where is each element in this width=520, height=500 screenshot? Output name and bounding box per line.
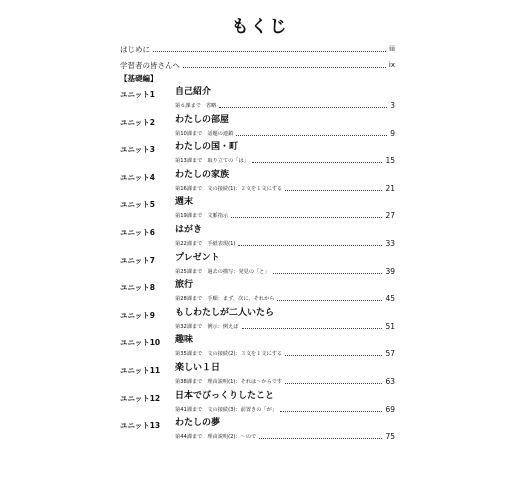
toc-unit[interactable] xyxy=(120,86,395,114)
unit-label: ユニット8 xyxy=(120,283,155,293)
unit-detail-row xyxy=(175,294,395,303)
unit-title: 週末 xyxy=(175,197,194,208)
toc-unit[interactable] xyxy=(120,334,395,362)
unit-detail-row xyxy=(175,432,395,441)
dot-leader xyxy=(153,50,386,52)
unit-title: はがき xyxy=(175,224,203,235)
unit-topic: 過去の描写：発見の「と」 xyxy=(207,268,270,275)
unit-lesson: 第22課まで xyxy=(175,240,203,247)
unit-title: 趣味 xyxy=(175,335,194,346)
unit-detail-row xyxy=(175,101,395,110)
dot-leader xyxy=(242,327,383,329)
toc-unit[interactable] xyxy=(120,224,395,252)
toc-unit[interactable] xyxy=(120,252,395,280)
unit-lesson: 第32課まで xyxy=(175,323,203,330)
unit-page: 27 xyxy=(385,211,395,221)
unit-label: ユニット13 xyxy=(120,421,161,431)
dot-leader xyxy=(183,66,386,68)
unit-topic: 文の接続(3)：前置きの「が」 xyxy=(207,406,277,413)
unit-topic: 省略 xyxy=(205,103,217,109)
unit-page: 63 xyxy=(385,376,395,386)
toc-entry-page: ix xyxy=(388,61,395,69)
unit-title: 日本でびっくりしたこと xyxy=(175,390,275,401)
unit-topic: 理由説明(1)：それは～からです xyxy=(207,378,283,385)
unit-label: ユニット11 xyxy=(120,365,161,375)
unit-title: わたしの部屋 xyxy=(175,114,230,125)
unit-label: ユニット9 xyxy=(120,310,155,320)
page-title: もくじ xyxy=(231,17,289,37)
unit-title: 旅行 xyxy=(175,280,194,291)
unit-topic: 例示：例えば xyxy=(207,323,239,330)
unit-title: わたしの国・町 xyxy=(175,142,239,153)
unit-label: ユニット6 xyxy=(120,227,155,237)
unit-detail-row xyxy=(175,377,395,386)
dot-leader xyxy=(252,161,383,163)
toc-unit[interactable] xyxy=(120,114,395,142)
dot-leader xyxy=(236,134,387,136)
unit-title: もしわたしが二人いたら xyxy=(175,307,275,318)
unit-detail-row xyxy=(175,405,395,414)
toc-unit[interactable] xyxy=(120,362,395,390)
unit-label: ユニット3 xyxy=(120,145,155,155)
unit-lesson: 第41課まで xyxy=(175,406,203,413)
unit-topic: 手順：まず、次に、それから xyxy=(207,296,275,303)
unit-topic: 話題の連鎖 xyxy=(207,130,234,137)
unit-detail-row xyxy=(175,239,395,248)
unit-lesson: 第13課まで xyxy=(175,158,203,165)
toc-entry-label: はじめに xyxy=(120,45,150,54)
toc-entry-to-learners[interactable] xyxy=(120,54,395,70)
unit-topic: 文の接続(1)：２文を１文にする xyxy=(207,185,283,192)
toc-unit[interactable] xyxy=(120,417,395,445)
unit-page: 69 xyxy=(385,404,395,414)
unit-detail-row xyxy=(175,156,395,165)
dot-leader xyxy=(285,189,382,191)
unit-label: ユニット1 xyxy=(120,90,155,99)
dot-leader xyxy=(259,437,382,439)
unit-page: 21 xyxy=(385,183,395,193)
unit-detail-row xyxy=(175,211,395,220)
unit-lesson: 第19課まで xyxy=(175,213,203,220)
unit-title: プレゼント xyxy=(175,252,220,263)
unit-lesson: 第35課まで xyxy=(175,351,203,358)
unit-title: わたしの夢 xyxy=(175,418,221,429)
unit-lesson: 第25課まで xyxy=(175,268,203,275)
toc-unit[interactable] xyxy=(120,169,395,197)
dot-leader xyxy=(238,244,382,246)
unit-label: ユニット2 xyxy=(120,117,155,127)
unit-page: 33 xyxy=(385,238,395,248)
unit-topic: 文の接続(2)：３文を１文にする xyxy=(207,351,283,358)
unit-page: 51 xyxy=(385,321,395,331)
unit-topic: 取り立ての「は」 xyxy=(207,158,249,165)
unit-title: 自己紹介 xyxy=(175,87,212,97)
unit-label: ユニット12 xyxy=(120,393,161,403)
dot-leader xyxy=(285,354,382,356)
toc-entry-page: iii xyxy=(389,45,395,53)
unit-detail-row xyxy=(175,322,395,331)
toc-entry-introduction[interactable] xyxy=(120,38,395,54)
table-of-contents xyxy=(120,38,395,445)
unit-topic: 理由説明(2)：～ので xyxy=(207,434,257,441)
unit-label: ユニット7 xyxy=(120,255,155,265)
toc-entry-label: 学習者の皆さんへ xyxy=(120,61,180,70)
dot-leader xyxy=(277,299,382,301)
unit-lesson: 第38課まで xyxy=(175,378,203,385)
unit-label: ユニット10 xyxy=(120,338,161,348)
unit-page: 15 xyxy=(385,156,395,166)
toc-unit[interactable] xyxy=(120,141,395,169)
unit-lesson: 第６課まで xyxy=(175,103,201,109)
toc-unit[interactable] xyxy=(120,279,395,307)
unit-page: 45 xyxy=(385,294,395,304)
unit-lesson: 第44課まで xyxy=(175,434,203,441)
dot-leader xyxy=(273,272,383,274)
toc-unit[interactable] xyxy=(120,307,395,335)
unit-lesson: 第16課まで xyxy=(175,185,203,192)
unit-lesson: 第28課まで xyxy=(175,296,203,303)
toc-unit[interactable] xyxy=(120,196,395,224)
unit-detail-row xyxy=(175,129,395,138)
unit-topic: 手紙表現(1) xyxy=(207,240,236,247)
section-heading: 【基礎編】 xyxy=(120,74,158,83)
unit-label: ユニット5 xyxy=(120,200,155,210)
unit-title: 楽しい１日 xyxy=(175,362,221,373)
dot-leader xyxy=(285,382,382,384)
unit-page: 3 xyxy=(390,101,395,110)
dot-leader xyxy=(280,410,382,412)
dot-leader xyxy=(219,106,387,108)
unit-label: ユニット4 xyxy=(120,172,155,182)
unit-lesson: 第10課まで xyxy=(175,130,203,137)
dot-leader xyxy=(231,216,382,218)
unit-detail-row xyxy=(175,184,395,193)
unit-detail-row xyxy=(175,349,395,358)
unit-topic: 文脈指示 xyxy=(207,213,229,220)
toc-unit[interactable] xyxy=(120,390,395,418)
unit-page: 39 xyxy=(385,266,395,276)
unit-page: 57 xyxy=(385,349,395,359)
unit-page: 9 xyxy=(390,128,395,138)
unit-page: 75 xyxy=(385,432,395,442)
unit-title: わたしの家族 xyxy=(175,169,230,180)
unit-detail-row xyxy=(175,267,395,276)
